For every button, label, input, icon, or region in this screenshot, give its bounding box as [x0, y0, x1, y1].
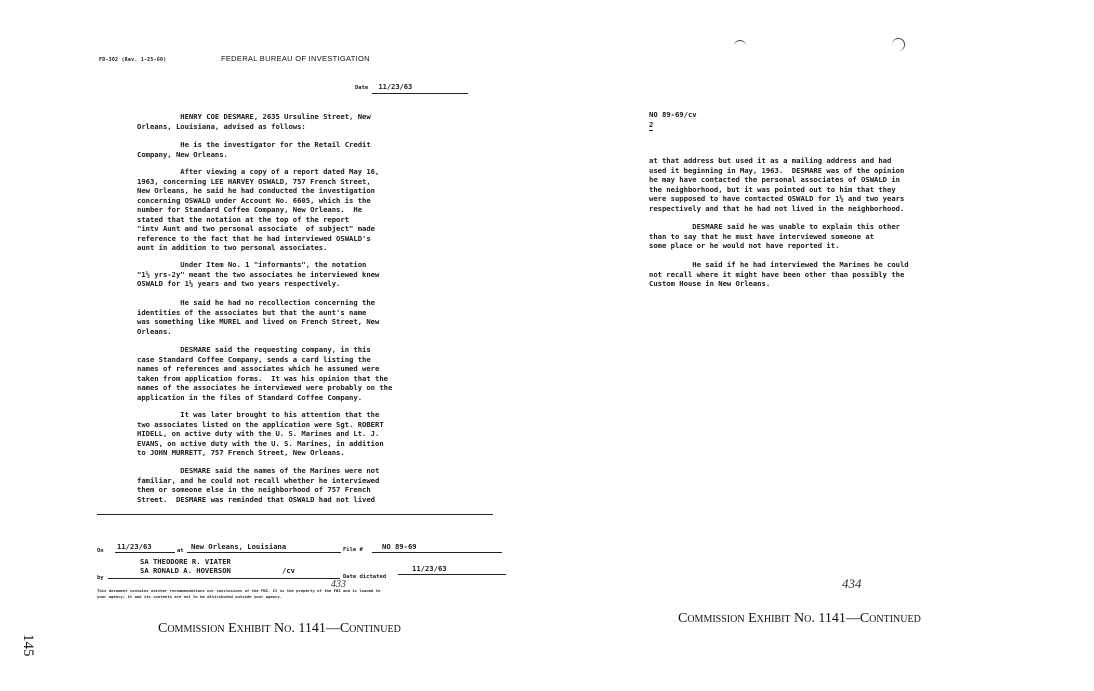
handwritten-page-number: 433 [331, 579, 346, 590]
left-caption: Commission Exhibit No. 1141—Continued [158, 621, 401, 636]
date-row [355, 83, 468, 94]
paragraph-5: He said he had no recollection concerning the identities of the associates but that the aunt's name was something like MUREL and lived on French Street, New Orleans. [137, 298, 380, 336]
paragraph-3: After viewing a copy of a report dated May 16, 1963, concerning LEE HARVEY OSWALD, 757 French Street, New Orleans, he said he had conducted the investigation concerning OSWALD under Account No. 6605, which is the number for Standard Coffee Company, New Orleans. He stated that the notation at the top of the report "intv Aunt and two personal associate of subject" made reference to the fact that he had interviewed OSWALD's aunt in addition to two personal associates. [137, 167, 380, 252]
footer-agent-2: SA RONALD A. HOVERSON [140, 566, 231, 575]
footer-divider [97, 514, 493, 515]
date-label: Date [355, 85, 369, 91]
footer-dictated-value: 11/23/63 [398, 564, 506, 575]
agency-header: FEDERAL BUREAU OF INVESTIGATION [221, 54, 370, 63]
footer-by-line [108, 578, 340, 579]
paragraph-8: DESMARE said the names of the Marines were not familiar, and he could not recall whether he interviewed them or someone else in the neighborhood of 757 French Street. DESMARE was reminded that OSWALD had not lived [137, 466, 380, 504]
footer-on-label: On [97, 548, 104, 554]
paragraph-2: He is the investigator for the Retail Credit Company, New Orleans. [137, 140, 371, 159]
footer-dictated-label: Date dictated [343, 574, 387, 580]
form-id: FD-302 (Rev. 1-25-60) [99, 57, 167, 63]
paragraph-6: DESMARE said the requesting company, in this case Standard Coffee Company, sends a card listing the names of references and associates which he assumed were taken from application forms. It was his opinion that the names of the associates he interviewed were probably on the application in the files of Standard Coffee Company. [137, 345, 393, 402]
punch-mark-right [892, 38, 905, 51]
right-paragraph-2: DESMARE said he was unable to explain this other than to say that he must have interviewed someone at some place or he would not have reported it. [649, 222, 900, 250]
right-page-number-value: 2 [649, 120, 654, 129]
paragraph-4: Under Item No. 1 "informants", the notation "1½ yrs-2y" meant the two associates he interviewed knew OSWALD for 1½ years and two years respectively. [137, 260, 380, 288]
right-page-number [649, 120, 653, 131]
punch-mark-left [734, 40, 746, 47]
footer-initials: /cv [282, 566, 295, 575]
book-page-number: 145 [20, 634, 36, 657]
paragraph-7: It was later brought to his attention that the two associates listed on the application were Sgt. ROBERT HIDELL, on active duty with the U. S. Marines and Lt. J. EVANS, on active duty with the U. S. Marines, in addition to JOHN MURRETT, 757 French Street, New Orleans. [137, 410, 384, 457]
right-paragraph-1: at that address but used it as a mailing address and had used it beginning in May, 1963. DESMARE was of the opinion he may have contacted the personal associates of OSWALD in the neighborhood, but it was pointed out to him that they were supposed to have contacted OSWALD for 1½ and two years respectively and that he had not lived in the neighborhood. [649, 156, 905, 213]
footer-file-label: File # [343, 547, 363, 553]
footer-at-label: at [177, 548, 184, 554]
footer-by-label: by [97, 575, 104, 581]
right-caption: Commission Exhibit No. 1141—Continued [678, 611, 921, 626]
file-reference: NO 89-69/cv [649, 110, 697, 119]
footer-disclaimer-2: your agency; it and its contents are not to be distributed outside your agency. [97, 594, 283, 599]
right-handwritten-number: 434 [842, 576, 862, 591]
footer-file-value: NO 89-69 [372, 542, 502, 553]
right-paragraph-3: He said if he had interviewed the Marines he could not recall where it might have been other than possibly the Custom House in New Orleans. [649, 260, 909, 288]
footer-agent-1: SA THEODORE R. VIATER [140, 557, 231, 566]
footer-disclaimer-1: This document contains neither recommendations nor conclusions of the FBI. It is the property of the FBI and is loaned to [97, 588, 381, 593]
footer-at-value: New Orleans, Louisiana [187, 542, 341, 553]
paragraph-1: HENRY COE DESMARE, 2635 Ursuline Street, New Orleans, Louisiana, advised as follows: [137, 112, 371, 131]
footer-on-value: 11/23/63 [115, 542, 175, 553]
date-value: 11/23/63 [372, 83, 468, 94]
